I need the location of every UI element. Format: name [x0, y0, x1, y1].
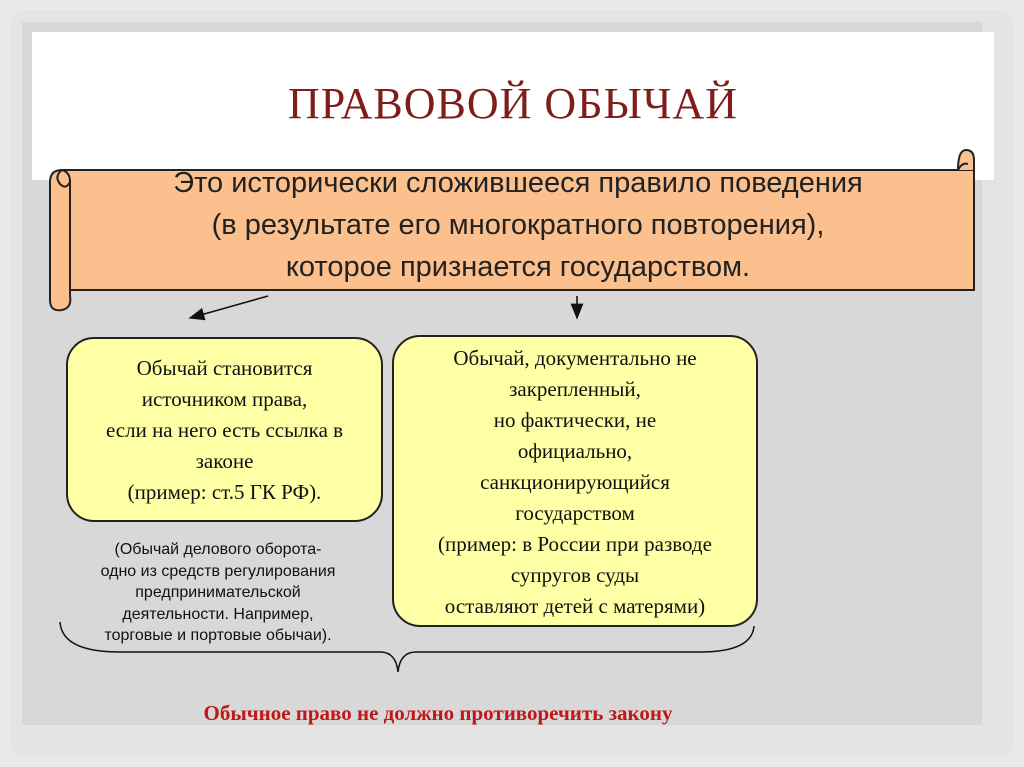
- note-line: (Обычай делового оборота-: [114, 541, 322, 558]
- box-left-line: Обычай становится: [136, 356, 313, 380]
- note-line: торговые и портовые обычаи).: [104, 627, 332, 644]
- note-line: одно из средств регулирования: [100, 562, 336, 580]
- box-right-line: оставляют детей с матерями): [444, 594, 706, 618]
- box-right-line: но фактически, не: [493, 408, 657, 432]
- box-left-line: источником права,: [141, 387, 308, 411]
- box-left-line: законе: [195, 449, 254, 473]
- definition-line-3: которое признается государством.: [285, 251, 751, 283]
- box-right-line: санкционирующийся: [480, 470, 670, 494]
- box-left-line: если на него есть ссылка в: [105, 418, 344, 442]
- slide-title: ПРАВОВОЙ ОБЫЧАЙ: [288, 79, 738, 128]
- box-right-line: (пример: в России при разводе: [438, 532, 712, 556]
- arrow-to-left-box: [190, 296, 268, 318]
- definition-line-2: (в результате его многократного повторения),: [211, 209, 825, 241]
- conclusion-text: Обычное право не должно противоречить закону: [203, 701, 673, 725]
- box-right-line: супругов суды: [510, 563, 640, 587]
- definition-line-1: Это исторически сложившееся правило поведения: [173, 167, 863, 199]
- curly-brace: [60, 622, 754, 672]
- box-left-line: (пример: ст.5 ГК РФ).: [127, 480, 322, 504]
- box-right-line: государством: [515, 501, 635, 525]
- box-right-line: Обычай, документально не: [453, 346, 697, 370]
- note-line: деятельности. Например,: [122, 605, 314, 623]
- box-right-line: закрепленный,: [509, 377, 641, 401]
- note-line: предпринимательской: [135, 584, 301, 601]
- box-right-line: официально,: [517, 439, 633, 463]
